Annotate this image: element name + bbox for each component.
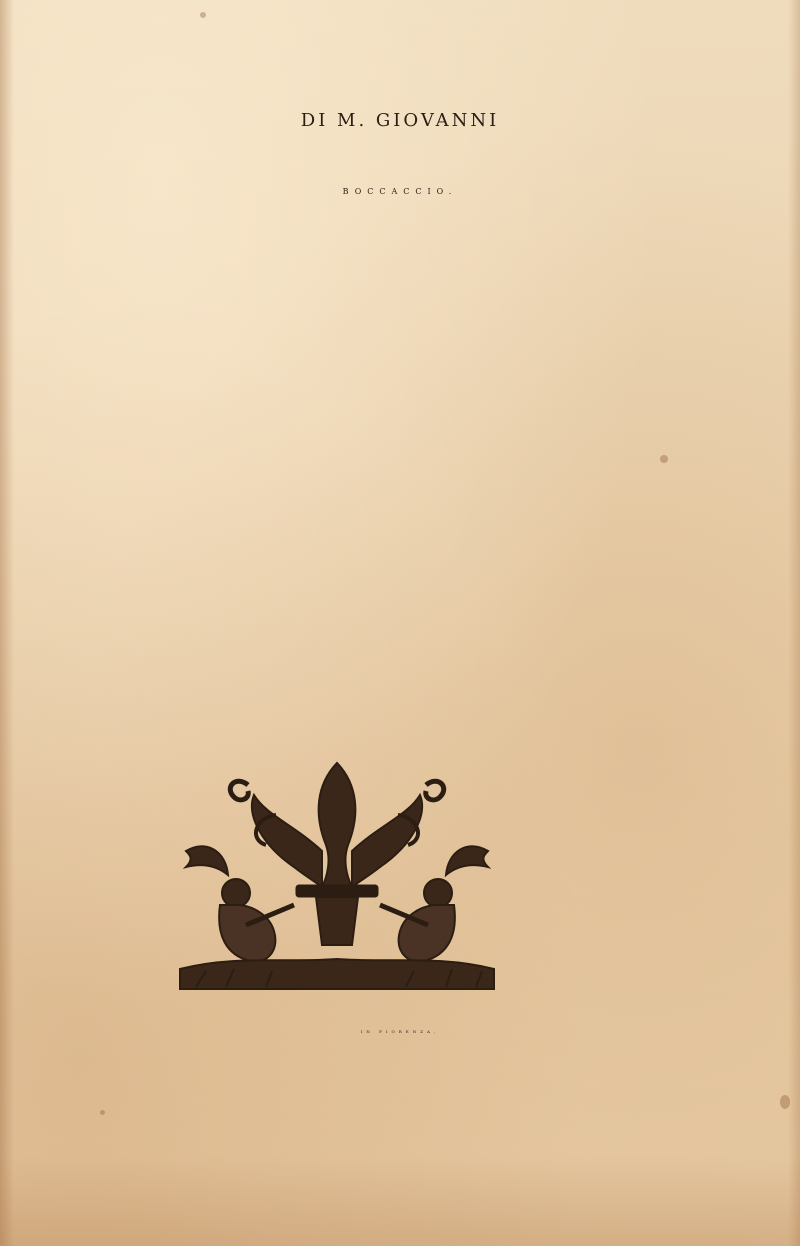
foxing-spot bbox=[100, 1110, 105, 1115]
foxing-spot bbox=[660, 455, 668, 463]
author-surname: BOCCACCIO. bbox=[342, 187, 458, 196]
fleur-de-lis-printer-mark-icon bbox=[176, 755, 498, 1005]
imprint-city: IN FIORENZA, bbox=[360, 1029, 440, 1034]
page-edge-right bbox=[788, 0, 800, 1246]
page-bottom-wear bbox=[0, 1156, 800, 1246]
author-line: DI M. GIOVANNI bbox=[300, 110, 500, 131]
page-edge-left bbox=[0, 0, 14, 1246]
foxing-spot bbox=[200, 12, 206, 18]
foxing-spot bbox=[780, 1095, 790, 1109]
